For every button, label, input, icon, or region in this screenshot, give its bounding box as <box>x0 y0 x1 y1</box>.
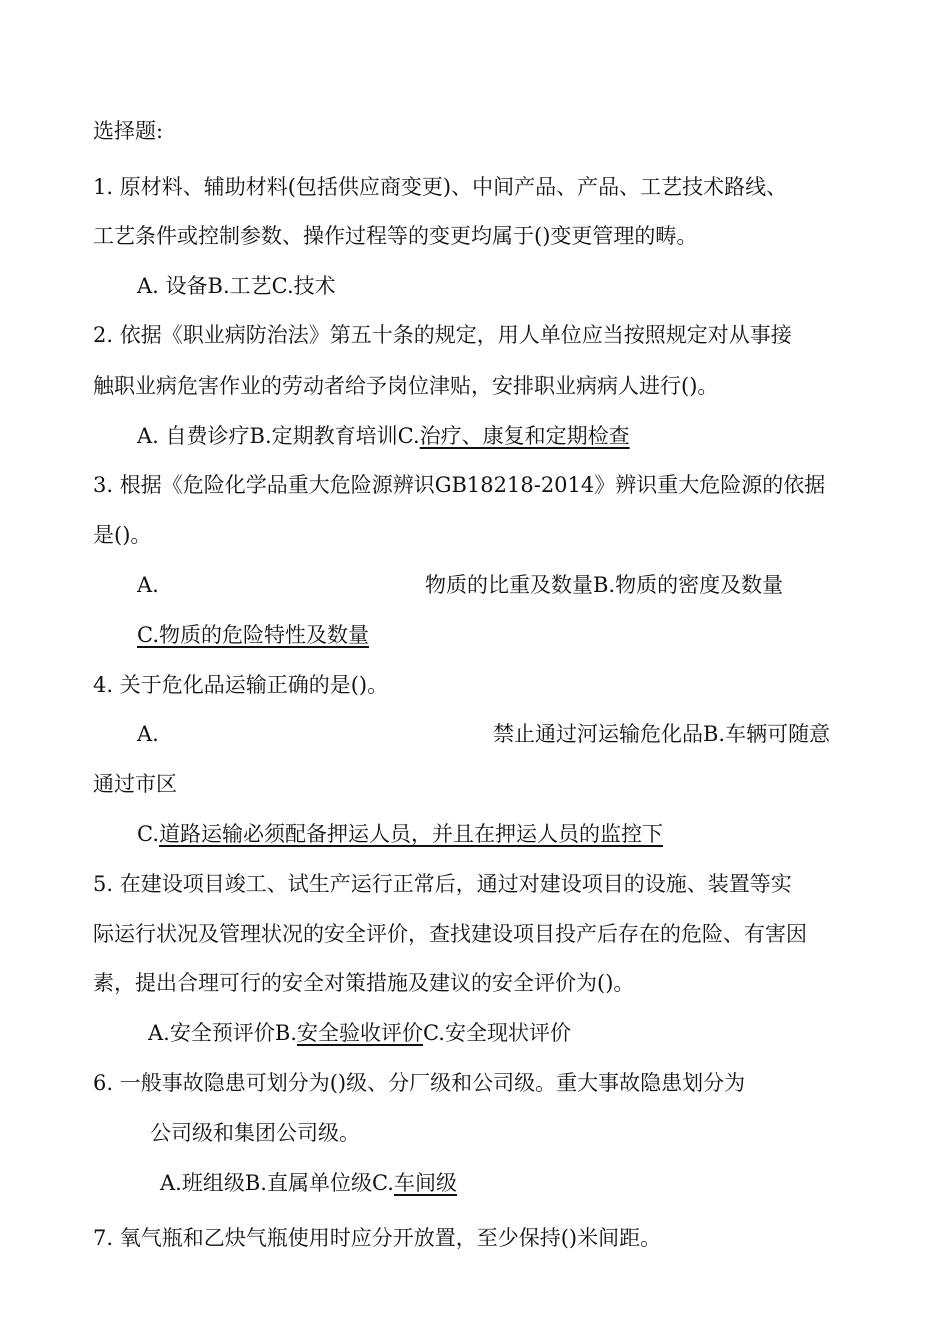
question-5-options <box>148 1020 571 1046</box>
question-6-line-2: 公司级和集团公司级。 <box>150 1121 360 1145</box>
question-2-option-b: B.定期教育培训 <box>249 424 398 448</box>
question-2-line-1: 2. 依据《职业病防治法》第五十条的规定，用人单位应当按照规定对从事接 <box>93 323 792 347</box>
question-1-line-1: 1. 原材料、辅助材料(包括供应商变更)、中间产品、产品、工艺技术路线、 <box>93 175 788 199</box>
question-2-line-2: 触职业病危害作业的劳动者给予岗位津贴，安排职业病病人进行()。 <box>93 374 719 398</box>
question-4-options-ab: 禁止通过河运输危化品B.车辆可随意 <box>493 722 831 746</box>
question-4-option-c <box>137 821 663 847</box>
question-3-options-ab <box>425 572 783 598</box>
question-3-line-2: 是()。 <box>93 523 152 547</box>
question-2-option-a: A. 自费诊疗 <box>137 424 250 448</box>
question-4-answer: 道路运输必须配备押运人员，并且在押运人员的监控下 <box>159 822 663 846</box>
question-6-answer: 车间级 <box>393 1171 457 1195</box>
question-2-answer: 治疗、康复和定期检查 <box>419 424 630 448</box>
question-5-line-2: 际运行状况及管理状况的安全评价，查找建设项目投产后存在的危险、有害因 <box>93 922 807 946</box>
question-6-option-c-label: C. <box>371 1171 394 1195</box>
question-3-option-b: B.物质的密度及数量 <box>593 573 784 597</box>
question-4-option-c-label: C. <box>137 822 159 846</box>
question-7-line-1: 7. 氧气瓶和乙炔气瓶使用时应分开放置，至少保持()米间距。 <box>93 1226 662 1250</box>
question-5-option-b-label: B. <box>274 1021 297 1045</box>
question-4-option-a-label: A. <box>137 722 159 746</box>
question-5-option-c: C.安全现状评价 <box>422 1021 571 1045</box>
question-2-option-c-label: C. <box>397 424 420 448</box>
question-4-line-1: 4. 关于危化品运输正确的是()。 <box>93 673 389 697</box>
question-2-options <box>137 423 630 449</box>
question-6-line-1: 6. 一般事故隐患可划分为()级、分厂级和公司级。重大事故隐患划分为 <box>93 1071 746 1095</box>
question-3-option-a-label: A. <box>137 573 159 597</box>
question-5-option-a: A.安全预评价 <box>148 1021 275 1045</box>
question-6-option-ab: A.班组级B.直属单位级 <box>160 1171 372 1195</box>
question-5-line-1: 5. 在建设项目竣工、试生产运行正常后，通过对建设项目的设施、装置等实 <box>93 872 792 896</box>
question-4-option-b-continued: 通过市区 <box>93 772 177 796</box>
question-5-answer: 安全验收评价 <box>296 1021 423 1045</box>
question-3-answer: C.物质的危险特性及数量 <box>137 623 369 647</box>
question-6-options <box>160 1170 457 1196</box>
question-3-option-a: 物质的比重及数量 <box>425 573 593 597</box>
question-1-line-2: 工艺条件或控制参数、操作过程等的变更均属于()变更管理的畴。 <box>93 224 698 248</box>
question-3-line-1: 3. 根据《危险化学品重大危险源辨识GB18218-2014》辨识重大危险源的依据 <box>93 473 826 497</box>
question-1-options: A. 设备B.工艺C.技术 <box>137 274 336 298</box>
section-heading: 选择题: <box>93 119 164 143</box>
question-5-line-3: 素，提出合理可行的安全对策措施及建议的安全评价为()。 <box>93 971 635 995</box>
